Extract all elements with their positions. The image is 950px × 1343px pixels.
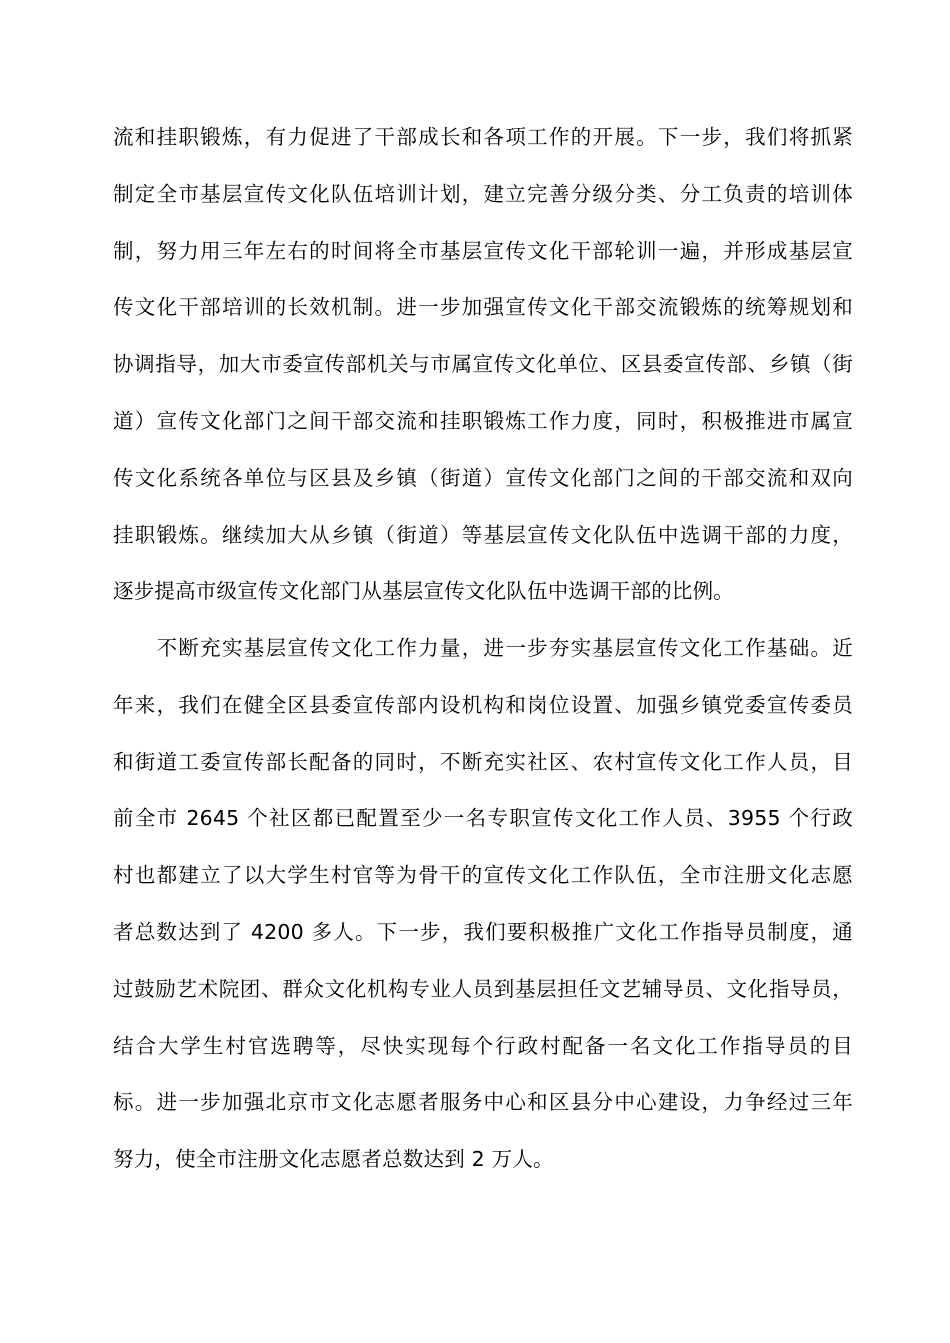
paragraph-1 [113,115,853,626]
text-line: 传文化干部培训的长效机制。进一步加强宣传文化干部交流锻炼的统筹规划和 [113,295,853,320]
text-line: 不断充实基层宣传文化工作力量，进一步夯实基层宣传文化工作基础。近 [113,636,853,660]
text-line: 标。进一步加强北京市文化志愿者服务中心和区县分中心建设，力争经过三年 [113,1090,853,1115]
text-line: 挂职锻炼。继续加大从乡镇（街道）等基层宣传文化队伍中选调干部的力度， [113,522,853,547]
text-line: 者总数达到了 4200 多人。下一步，我们要积极推广文化工作指导员制度，通 [113,919,853,944]
text-line: 和街道工委宣传部长配备的同时，不断充实社区、农村宣传文化工作人员，目 [113,749,853,774]
text-line: 协调指导，加大市委宣传部机关与市属宣传文化单位、区县委宣传部、乡镇（街 [113,352,853,377]
text-line: 制定全市基层宣传文化队伍培训计划，建立完善分级分类、分工负责的培训体 [113,181,853,206]
text-line: 流和挂职锻炼，有力促进了干部成长和各项工作的开展。下一步，我们将抓紧 [113,125,853,149]
text-line: 传文化系统各单位与区县及乡镇（街道）宣传文化部门之间的干部交流和双向 [113,465,853,490]
text-line: 制，努力用三年左右的时间将全市基层宣传文化干部轮训一遍，并形成基层宣 [113,238,853,263]
text-line: 年来，我们在健全区县委宣传部内设机构和岗位设置、加强乡镇党委宣传委员 [113,692,853,717]
text-line: 逐步提高市级宣传文化部门从基层宣传文化队伍中选调干部的比例。 [113,579,734,604]
text-line: 努力，使全市注册文化志愿者总数达到 2 万人。 [113,1147,554,1172]
text-line: 前全市 2645 个社区都已配置至少一名专职宣传文化工作人员、3955 个行政 [113,806,853,831]
text-line: 道）宣传文化部门之间干部交流和挂职锻炼工作力度，同时，积极推进市属宣 [113,408,853,433]
text-line: 过鼓励艺术院团、群众文化机构专业人员到基层担任文艺辅导员、文化指导员， [113,976,853,1001]
text-line: 结合大学生村官选聘等，尽快实现每个行政村配备一名文化工作指导员的目 [113,1033,853,1058]
paragraph-2 [113,626,853,1194]
text-line: 村也都建立了以大学生村官等为骨干的宣传文化工作队伍，全市注册文化志愿 [113,863,853,888]
